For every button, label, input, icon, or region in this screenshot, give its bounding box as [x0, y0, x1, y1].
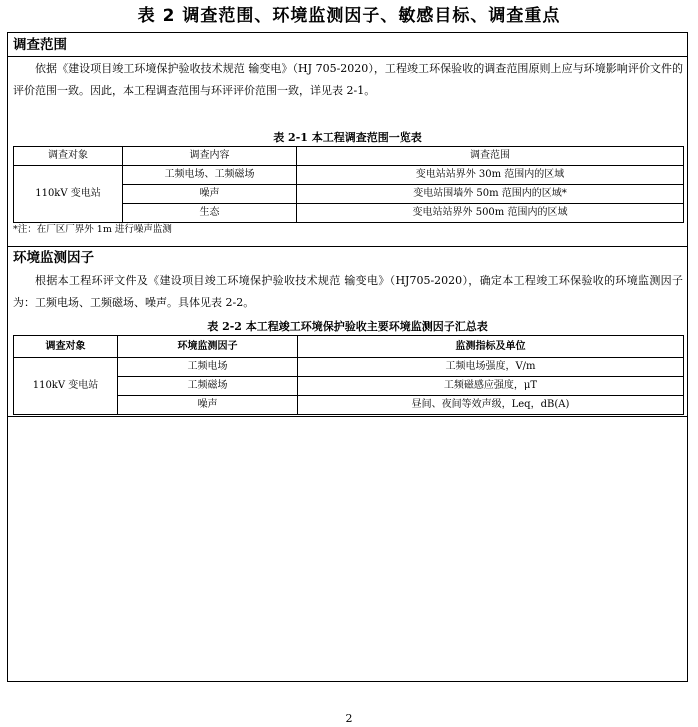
table-cell-object: 110kV 变电站: [14, 358, 118, 415]
paragraph-factors: 根据本工程环评文件及《建设项目竣工环境保护验收技术规范 输变电》（HJ705-2020），确定本工程竣工环保验收的环境监测因子为：工频电场、工频磁场、噪声。具体见表 2-2。: [13, 274, 683, 309]
table-header-row: [14, 147, 684, 166]
table-2-2: [13, 335, 684, 415]
table-cell: 变电站站界外 500m 范围内的区域: [297, 204, 684, 223]
table-row: [14, 358, 684, 377]
section-title-factors: 环境监测因子: [13, 250, 94, 266]
table-caption-2-2: 表 2-2 本工程竣工环境保护验收主要环境监测因子汇总表: [207, 320, 488, 333]
table-caption-2-1: 表 2-1 本工程调查范围一览表: [273, 131, 422, 144]
table-header-row: [14, 336, 684, 358]
table-header-cell: 调查内容: [123, 147, 297, 166]
table-cell: 工频磁场: [118, 377, 298, 396]
table-header-cell: 调查对象: [14, 336, 118, 358]
table-cell: 噪声: [118, 396, 298, 415]
section-divider: [8, 416, 687, 417]
table-header-cell: 调查范围: [297, 147, 684, 166]
section-divider: [8, 246, 687, 247]
table-cell: 工频磁感应强度，μT: [298, 377, 684, 396]
section-title-scope: 调查范围: [13, 37, 67, 53]
table-header-cell: 调查对象: [14, 147, 123, 166]
table-cell: 变电站围墙外 50m 范围内的区域*: [297, 185, 684, 204]
page-number: 2: [345, 712, 353, 725]
table-header-cell: 监测指标及单位: [298, 336, 684, 358]
paragraph-scope: 依据《建设项目竣工环境保护验收技术规范 输变电》（HJ 705-2020），工程竣工环保验收的调查范围原则上应与环境影响评价文件的评价范围一致。因此，本工程调查范围与环评评价范围一致，详见表 2-1。: [13, 62, 683, 97]
page-title: 表 2 调查范围、环境监测因子、敏感目标、调查重点: [137, 6, 561, 26]
table-cell: 工频电场、工频磁场: [123, 166, 297, 185]
table-cell: 变电站站界外 30m 范围内的区域: [297, 166, 684, 185]
table-2-1: [13, 146, 684, 223]
table-row: [14, 166, 684, 185]
table-cell: 噪声: [123, 185, 297, 204]
table-cell: 工频电场: [118, 358, 298, 377]
table-header-cell: 环境监测因子: [118, 336, 298, 358]
table-cell: 生态: [123, 204, 297, 223]
table-note: *注：在厂区厂界外 1m 进行噪声监测: [13, 224, 172, 235]
section-divider: [8, 56, 687, 57]
document-frame: [7, 32, 688, 682]
table-cell: 工频电场强度，V/m: [298, 358, 684, 377]
table-cell: 昼间、夜间等效声级，Leq，dB(A): [298, 396, 684, 415]
table-cell-object: 110kV 变电站: [14, 166, 123, 223]
